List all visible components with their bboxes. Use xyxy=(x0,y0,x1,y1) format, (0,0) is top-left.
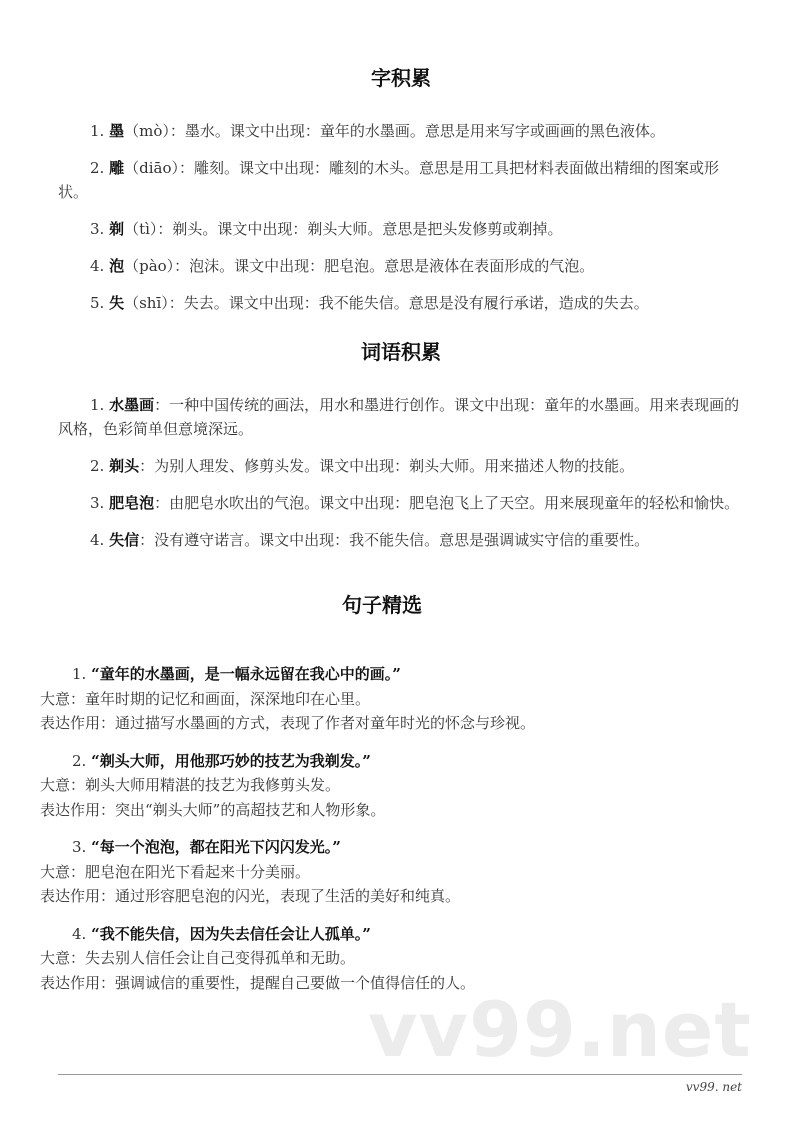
item-term: 失信 xyxy=(109,531,140,549)
item-number: 4. xyxy=(90,257,105,275)
item-number: 1. xyxy=(90,396,105,414)
sentence-item xyxy=(40,662,742,736)
item-number: 2. xyxy=(90,159,105,177)
sentence-number: 3. xyxy=(72,838,87,856)
list-item xyxy=(58,454,744,478)
item-explanation: （shī）：失去。课文中出现：我不能失信。意思是没有履行承诺，造成的失去。 xyxy=(124,294,649,312)
section-selected-sentences xyxy=(40,592,742,1008)
character-list xyxy=(58,119,744,315)
item-term: 雕 xyxy=(109,159,125,177)
sentence-number: 2. xyxy=(72,751,87,770)
list-item xyxy=(58,119,744,143)
sentence-quote: “每一个泡泡，都在阳光下闪闪发光。” xyxy=(91,838,341,856)
list-item xyxy=(58,291,744,315)
sentence-effect: 表达作用：通过形容肥皂泡的闪光，表现了生活的美好和纯真。 xyxy=(40,887,461,905)
item-number: 2. xyxy=(90,457,105,475)
item-explanation: ：没有遵守诺言。课文中出现：我不能失信。意思是强调诚实守信的重要性。 xyxy=(139,531,650,549)
sentence-list xyxy=(40,662,742,995)
section-title: 词语积累 xyxy=(361,340,441,364)
item-explanation: ：一种中国传统的画法，用水和墨进行创作。课文中出现：童年的水墨画。用来表现画的风格，色彩简单但意境深远。 xyxy=(58,396,740,438)
item-number: 5. xyxy=(90,294,105,312)
sentence-effect: 表达作用：突出“剃头大师”的高超技艺和人物形象。 xyxy=(40,800,386,819)
sentence-meaning: 大意：童年时期的记忆和画面，深深地印在心里。 xyxy=(40,689,371,708)
item-explanation: （diāo）：雕刻。课文中出现：雕刻的木头。意思是用工具把材料表面做出精细的图案或形状。 xyxy=(58,159,719,201)
watermark: vv99.net xyxy=(368,985,752,1074)
item-term: 肥皂泡 xyxy=(109,494,155,512)
item-term: 墨 xyxy=(109,122,125,140)
sentence-number: 1. xyxy=(72,665,87,683)
section-word-accumulation xyxy=(58,339,744,565)
item-explanation: ：由肥皂水吹出的气泡。课文中出现：肥皂泡飞上了天空。用来展现童年的轻松和愉快。 xyxy=(154,494,740,512)
sentence-meaning: 大意：剃头大师用精湛的技艺为我修剪头发。 xyxy=(40,776,341,794)
section-character-accumulation xyxy=(58,65,744,328)
list-item xyxy=(58,528,744,552)
item-term: 泡 xyxy=(109,257,125,275)
section-title: 句子精选 xyxy=(342,593,422,617)
item-term: 水墨画 xyxy=(109,396,155,414)
sentence-quote: “童年的水墨画，是一幅永远留在我心中的画。” xyxy=(91,665,401,683)
footer-divider xyxy=(58,1074,742,1075)
item-term: 失 xyxy=(109,294,125,312)
item-number: 3. xyxy=(90,220,105,238)
item-number: 4. xyxy=(90,531,105,549)
sentence-effect: 表达作用：强调诚信的重要性，提醒自己要做一个值得信任的人。 xyxy=(40,973,476,992)
sentence-number: 4. xyxy=(72,924,87,943)
sentence-quote-line xyxy=(40,922,742,947)
sentence-quote-line xyxy=(40,749,742,774)
list-item xyxy=(58,393,744,441)
sentence-quote-line xyxy=(40,835,742,860)
item-explanation: （mò）：墨水。课文中出现：童年的水墨画。意思是用来写字或画画的黑色液体。 xyxy=(124,122,665,140)
item-term: 剃 xyxy=(109,220,125,238)
sentence-quote: “剃头大师，用他那巧妙的技艺为我剃发。” xyxy=(91,751,371,770)
item-term: 剃头 xyxy=(109,457,140,475)
item-number: 1. xyxy=(90,122,105,140)
list-item xyxy=(58,156,744,204)
sentence-item xyxy=(40,835,742,909)
list-item xyxy=(58,491,744,515)
sentence-meaning: 大意：肥皂泡在阳光下看起来十分美丽。 xyxy=(40,862,311,881)
list-item xyxy=(58,217,744,241)
sentence-effect: 表达作用：通过描写水墨画的方式，表现了作者对童年时光的怀念与珍视。 xyxy=(40,714,536,732)
footer-text: vv99. net xyxy=(685,1080,742,1094)
item-explanation: （pào）：泡沫。课文中出现：肥皂泡。意思是液体在表面形成的气泡。 xyxy=(124,257,595,275)
sentence-item xyxy=(40,922,742,996)
section-title: 字积累 xyxy=(371,66,431,90)
sentence-quote: “我不能失信，因为失去信任会让人孤单。” xyxy=(91,924,371,943)
sentence-meaning: 大意：失去别人信任会让自己变得孤单和无助。 xyxy=(40,949,356,967)
item-explanation: （tì）：剃头。课文中出现：剃头大师。意思是把头发修剪或剃掉。 xyxy=(124,220,563,238)
sentence-quote-line xyxy=(40,662,742,687)
item-number: 3. xyxy=(90,494,105,512)
sentence-item xyxy=(40,749,742,823)
item-explanation: ：为别人理发、修剪头发。课文中出现：剃头大师。用来描述人物的技能。 xyxy=(139,457,635,475)
list-item xyxy=(58,254,744,278)
word-list xyxy=(58,393,744,552)
